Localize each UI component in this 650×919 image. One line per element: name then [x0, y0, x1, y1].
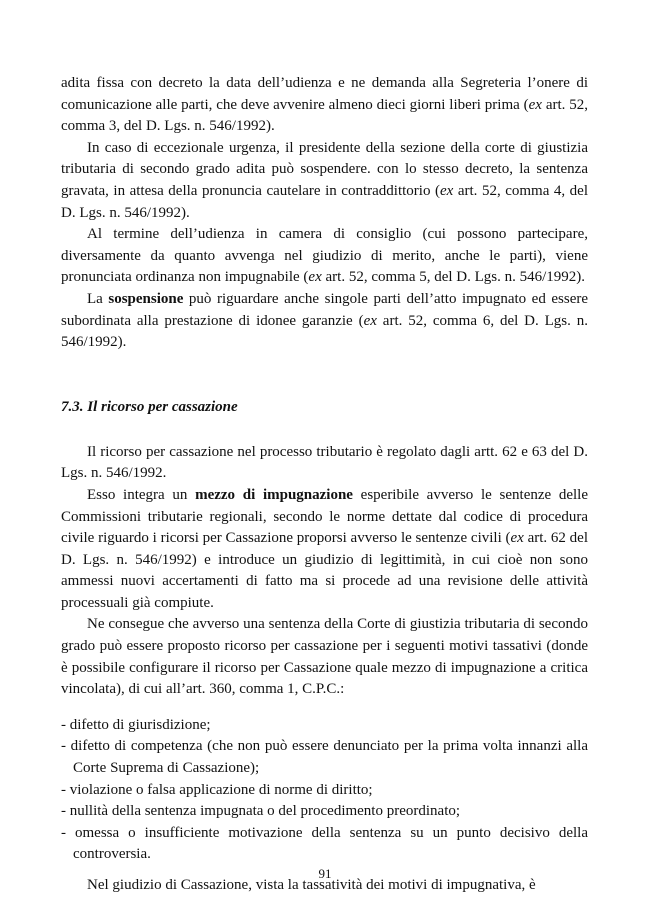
section-paragraphs [61, 442, 588, 701]
document-page [61, 73, 588, 897]
text-run: Il ricorso per cassazione nel processo tributario è regolato dagli artt. 62 e 63 del D. Lgs. n. 546/1992. [61, 443, 588, 482]
bold-text: sospensione [108, 290, 184, 307]
italic-text: ex [528, 96, 542, 113]
text-run: art. 52, comma 4, del D. Lgs. n. 546/1992). [61, 182, 588, 221]
list-item: - omessa o insufficiente motivazione della sentenza su un punto decisivo della controversia. [61, 824, 588, 863]
text-run: può riguardare anche singole parti dell’atto impugnato ed essere subordinata alla prestazione di idonee garanzie ( [61, 290, 589, 329]
top-paragraphs [61, 73, 588, 354]
text-run: Nel giudizio di Cassazione, vista la tassatività dei motivi di impugnativa, è [87, 877, 536, 893]
paragraph [61, 73, 588, 138]
paragraph [61, 289, 588, 354]
text-run: In caso di eccezionale urgenza, il presidente della sezione della corte di giustizia tributaria di secondo grado adita può sospendere. con lo stesso decreto, la sentenza gravata, in attesa della pronuncia cautelare in contraddittorio ( [61, 139, 588, 199]
text-run: La [87, 290, 109, 307]
text-run: Al termine dell’udienza in camera di consiglio (cui possono partecipare, diversamente da quanto avvenga nel giudizio di merito, anche le parti), viene pronunciata ordinanza non impugnabile ( [61, 226, 588, 286]
bold-text: mezzo di impugnazione [195, 486, 353, 503]
paragraph [61, 614, 588, 700]
section-heading: 7.3. Il ricorso per cassazione [61, 398, 238, 415]
italic-text: ex [439, 182, 454, 199]
motives-list [61, 715, 588, 866]
text-run: art. 52, comma 6, del D. Lgs. n. 546/1992). [61, 312, 588, 351]
text-run: esperibile avverso le sentenze delle Commissioni tributarie regionali, secondo le norme dettate dal codice di procedura civile riguardo i ricorsi per Cassazione proporsi avverso le sentenze civili ( [61, 486, 589, 547]
text-run: art. 52, comma 5, del D. Lgs. n. 546/1992). [321, 269, 586, 286]
list-item: - difetto di giurisdizione; [61, 716, 211, 733]
paragraph [61, 224, 588, 289]
paragraph [61, 138, 588, 224]
list-item: - difetto di competenza (che non può essere denunciato per la prima volta innanzi alla Corte Suprema di Cassazione); [61, 738, 588, 777]
page-number: 91 [318, 866, 332, 881]
text-run: art. 52, comma 3, del D. Lgs. n. 546/1992). [61, 96, 589, 135]
italic-text: ex [308, 269, 322, 286]
text-run: Ne consegue che avverso una sentenza della Corte di giustizia tributaria di secondo grado può essere proposto ricorso per cassazione per i seguenti motivi tassativi (donde è possibile configurare il ricorso per Cassazione quale mezzo di impugnazione a critica vincolata), di cui all’art. 360, comma 1, C.P.C.: [61, 616, 588, 698]
text-run: adita fissa con decreto la data dell’udienza e ne demanda alla Segreteria l’onere di comunicazione alle parti, che deve avvenire almeno dieci giorni liberi prima ( [61, 75, 588, 113]
list-item: - violazione o falsa applicazione di norme di diritto; [61, 781, 373, 798]
text-run: art. 62 del D. Lgs. n. 546/1992) e introduce un giudizio di legittimità, in cui cioè non sono ammessi nuovi accertamenti di fatto ma si procede ad una revisione delle attività processuali già compiute. [61, 530, 588, 611]
italic-text: ex [363, 312, 377, 329]
text-run: Esso integra un [87, 486, 196, 503]
list-item: - nullità della sentenza impugnata o del procedimento preordinato; [61, 803, 461, 820]
italic-text: ex [510, 530, 524, 547]
paragraph [61, 485, 588, 615]
paragraph [61, 442, 588, 485]
